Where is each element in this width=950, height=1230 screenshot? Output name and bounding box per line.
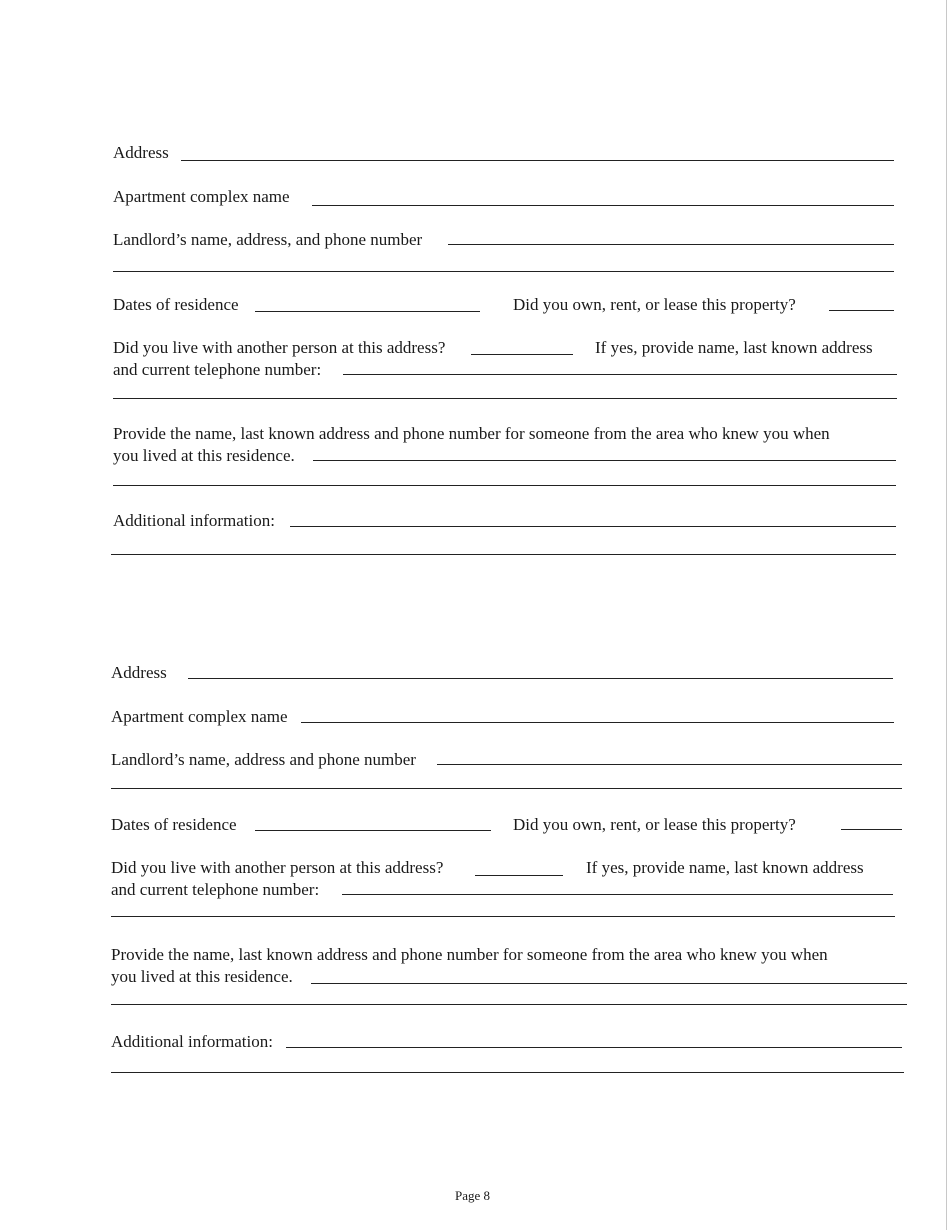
landlord-field[interactable] [448, 244, 894, 245]
live-with-field[interactable] [475, 875, 563, 876]
additional-info-field[interactable] [290, 526, 896, 527]
own-rent-lease-label: Did you own, rent, or lease this property? [513, 815, 796, 834]
current-phone-field[interactable] [343, 374, 897, 375]
own-rent-lease-label: Did you own, rent, or lease this property? [513, 295, 796, 314]
current-phone-label: and current telephone number: [111, 880, 320, 899]
page-edge [946, 0, 947, 1230]
dates-of-residence-field[interactable] [255, 311, 480, 312]
provide-reference-label: Provide the name, last known address and phone number for someone from the area who knew you when [113, 424, 830, 443]
apartment-complex-label: Apartment complex name [111, 707, 288, 726]
live-with-label: Did you live with another person at this address? [113, 338, 446, 357]
landlord-label: Landlord’s name, address, and phone number [113, 230, 423, 249]
additional-info-field-line-2[interactable] [111, 554, 896, 555]
dates-of-residence-label: Dates of residence [113, 295, 239, 314]
additional-info-label: Additional information: [113, 511, 275, 530]
additional-info-field[interactable] [286, 1047, 902, 1048]
page-number: Page 8 [455, 1188, 491, 1203]
live-with-label: Did you live with another person at this address? [111, 858, 444, 877]
lived-at-residence-label: you lived at this residence. [113, 446, 295, 465]
dates-of-residence-label: Dates of residence [111, 815, 237, 834]
provide-reference-label: Provide the name, last known address and phone number for someone from the area who knew you when [111, 945, 828, 964]
address-label: Address [111, 663, 167, 682]
lived-at-residence-label: you lived at this residence. [111, 967, 293, 986]
dates-of-residence-field[interactable] [255, 830, 491, 831]
if-yes-label: If yes, provide name, last known address [586, 858, 864, 877]
additional-info-field-line-2[interactable] [111, 1072, 904, 1073]
live-with-field[interactable] [471, 354, 573, 355]
landlord-field-line-2[interactable] [111, 788, 902, 789]
reference-field-line-2[interactable] [113, 485, 896, 486]
current-phone-field-line-2[interactable] [111, 916, 895, 917]
reference-field-line-2[interactable] [111, 1004, 907, 1005]
apartment-complex-field[interactable] [301, 722, 894, 723]
reference-field[interactable] [313, 460, 896, 461]
address-label: Address [113, 143, 169, 162]
own-rent-lease-field[interactable] [829, 310, 894, 311]
address-field[interactable] [181, 160, 894, 161]
current-phone-label: and current telephone number: [113, 360, 322, 379]
if-yes-label: If yes, provide name, last known address [595, 338, 873, 357]
additional-info-label: Additional information: [111, 1032, 273, 1051]
landlord-field-line-2[interactable] [113, 271, 894, 272]
apartment-complex-label: Apartment complex name [113, 187, 290, 206]
address-field[interactable] [188, 678, 893, 679]
landlord-field[interactable] [437, 764, 902, 765]
reference-field[interactable] [311, 983, 907, 984]
own-rent-lease-field[interactable] [841, 829, 902, 830]
apartment-complex-field[interactable] [312, 205, 894, 206]
current-phone-field-line-2[interactable] [113, 398, 897, 399]
current-phone-field[interactable] [342, 894, 893, 895]
landlord-label: Landlord’s name, address and phone number [111, 750, 416, 769]
